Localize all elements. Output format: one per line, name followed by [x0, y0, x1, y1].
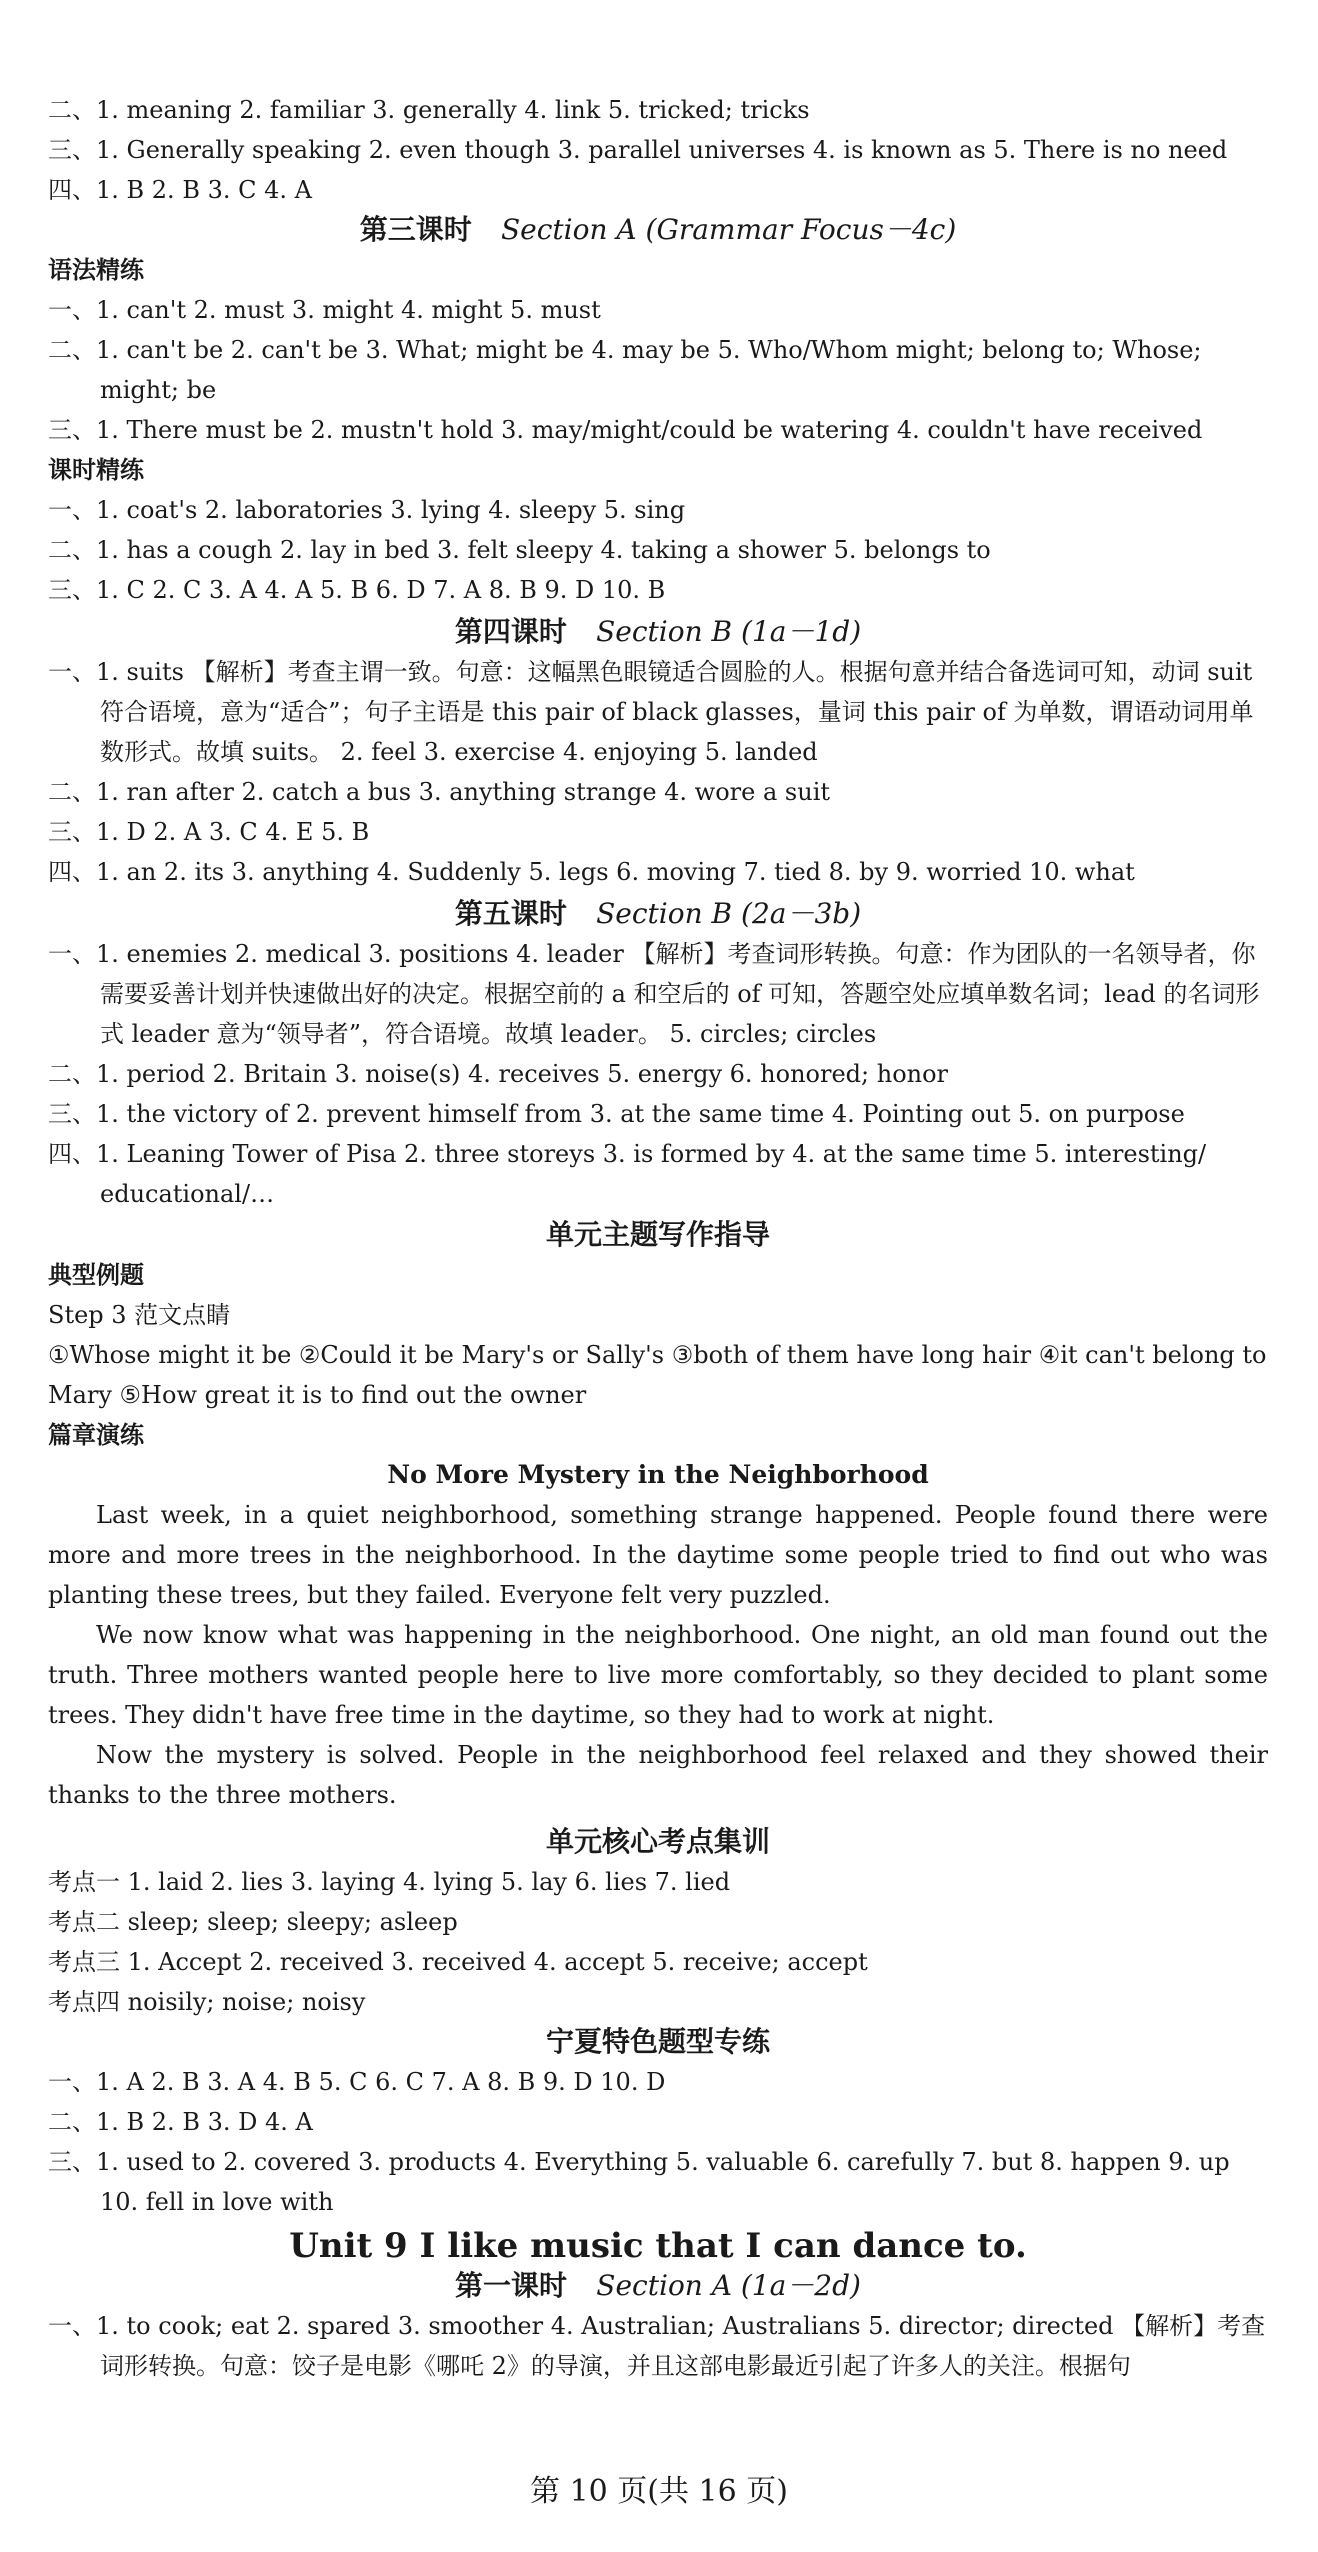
- section-heading: 单元核心考点集训: [545, 1825, 770, 1858]
- ningxia-section: [48, 2022, 1268, 2222]
- answer-row: 一、1. suits 【解析】考查主谓一致。句意：这幅黑色眼镜适合圆脸的人。根据句意并结合备选词可知，动词 suit 符合语境，意为“适合”；句子主语是 this pair of black glasses，量词 this pair of 为单数，谓语动词用单数形式。故填 suits。 2. feel 3. exercise 4. enjoying 5. landed: [48, 658, 1254, 766]
- section-heading: 第五课时 Section B (2a－3b): [454, 897, 862, 930]
- answer-row: 一、1. to cook; eat 2. spared 3. smoother 4. Australian; Australians 5. director; directed 【解析】考查词形转换。句意：饺子是电影《哪吒 2》的导演，并且这部电影最近引起了许多人的关注。根据句: [48, 2312, 1266, 2380]
- answer-row: 三、1. the victory of 2. prevent himself from 3. at the same time 4. Pointing out 5. on purpose: [48, 1100, 1185, 1128]
- section-heading: 第三课时 Section A (Grammar Focus－4c): [359, 213, 957, 246]
- review-section: [48, 90, 1268, 210]
- answer-row: 四、1. Leaning Tower of Pisa 2. three storeys 3. is formed by 4. at the same time 5. interesting/ educational/…: [48, 1140, 1207, 1208]
- answer-row: 二、1. B 2. B 3. D 4. A: [48, 2108, 313, 2136]
- lesson3-section: [48, 210, 1268, 610]
- answer-row: 二、1. meaning 2. familiar 3. generally 4. link 5. tricked; tricks: [48, 96, 810, 124]
- page-number: 第 10 页(共 16 页): [530, 2474, 788, 2509]
- lesson4-section: [48, 612, 1268, 892]
- answer-row: 三、1. Generally speaking 2. even though 3. parallel universes 4. is known as 5. There is no need: [48, 136, 1228, 164]
- subheading: 语法精练: [48, 256, 144, 284]
- answer-row: 三、1. used to 2. covered 3. products 4. Everything 5. valuable 6. carefully 7. but 8. happen 9. up 10. fell in love with: [48, 2148, 1230, 2216]
- answer-row: 二、1. period 2. Britain 3. noise(s) 4. receives 5. energy 6. honored; honor: [48, 1060, 949, 1088]
- step-label: Step 3 范文点睛: [48, 1301, 231, 1329]
- core-points-section: [48, 1822, 1268, 2022]
- essay-paragraph: Last week, in a quiet neighborhood, something strange happened. People found there were more and more trees in the neighborhood. In the daytime some people tried to find out who was planting these trees, but they failed. Everyone felt very puzzled.: [48, 1501, 1268, 1609]
- answer-row: 一、1. coat's 2. laboratories 3. lying 4. sleepy 5. sing: [48, 496, 686, 524]
- section-heading: 第一课时 Section A (1a－2d): [455, 2269, 861, 2302]
- answer-row: 考点四 noisily; noise; noisy: [48, 1988, 366, 2016]
- subheading: 篇章演练: [48, 1421, 144, 1449]
- lesson5-section: [48, 894, 1268, 1214]
- answer-row: 三、1. C 2. C 3. A 4. A 5. B 6. D 7. A 8. B 9. D 10. B: [48, 576, 666, 604]
- answer-row: 一、1. enemies 2. medical 3. positions 4. leader 【解析】考查词形转换。句意：作为团队的一名领导者，你需要妥善计划并快速做出好的决定。根据空前的 a 和空后的 of 可知，答题空处应填单数名词；lead 的名词形式 leader 意为“领导者”，符合语境。故填 leader。 5. circles; circles: [48, 940, 1260, 1048]
- answer-row: 考点一 1. laid 2. lies 3. laying 4. lying 5. lay 6. lies 7. lied: [48, 1868, 731, 1896]
- subheading: 课时精练: [48, 456, 144, 484]
- answer-row: 三、1. D 2. A 3. C 4. E 5. B: [48, 818, 370, 846]
- writing-section: [48, 1215, 1268, 1815]
- answer-row: 二、1. ran after 2. catch a bus 3. anything strange 4. wore a suit: [48, 778, 831, 806]
- essay-paragraph: We now know what was happening in the neighborhood. One night, an old man found out the truth. Three mothers wanted people here to live more comfortably, so they decided to plant some trees. They didn't have free time in the daytime, so they had to work at night.: [48, 1621, 1268, 1729]
- section-heading: 宁夏特色题型专练: [545, 2025, 770, 2058]
- answer-row: 二、1. has a cough 2. lay in bed 3. felt sleepy 4. taking a shower 5. belongs to: [48, 536, 991, 564]
- subheading: 典型例题: [48, 1261, 144, 1289]
- answer-row: 一、1. A 2. B 3. A 4. B 5. C 6. C 7. A 8. B 9. D 10. D: [48, 2068, 666, 2096]
- answer-row: 四、1. an 2. its 3. anything 4. Suddenly 5. legs 6. moving 7. tied 8. by 9. worried 10. what: [48, 858, 1135, 886]
- unit9-section: [48, 2226, 1268, 2386]
- section-heading: 第四课时 Section B (1a－1d): [454, 615, 862, 648]
- answer-row: 四、1. B 2. B 3. C 4. A: [48, 176, 312, 204]
- unit-title: Unit 9 I like music that I can dance to.: [289, 2226, 1027, 2266]
- essay-title: No More Mystery in the Neighborhood: [387, 1460, 929, 1489]
- answer-row: 三、1. There must be 2. mustn't hold 3. may/might/could be watering 4. couldn't have received: [48, 416, 1203, 444]
- answer-row: 一、1. can't 2. must 3. might 4. might 5. must: [48, 296, 601, 324]
- essay-paragraph: Now the mystery is solved. People in the neighborhood feel relaxed and they showed their thanks to the three mothers.: [48, 1741, 1268, 1809]
- model-sentences: ①Whose might it be ②Could it be Mary's or Sally's ③both of them have long hair ④it can't belong to Mary ⑤How great it is to find out the owner: [48, 1341, 1267, 1409]
- answer-row: 二、1. can't be 2. can't be 3. What; might be 4. may be 5. Who/Whom might; belong to; Whose; might; be: [48, 336, 1202, 404]
- answer-row: 考点二 sleep; sleep; sleepy; asleep: [48, 1908, 458, 1936]
- answer-row: 考点三 1. Accept 2. received 3. received 4. accept 5. receive; accept: [48, 1948, 868, 1976]
- section-heading: 单元主题写作指导: [545, 1218, 770, 1251]
